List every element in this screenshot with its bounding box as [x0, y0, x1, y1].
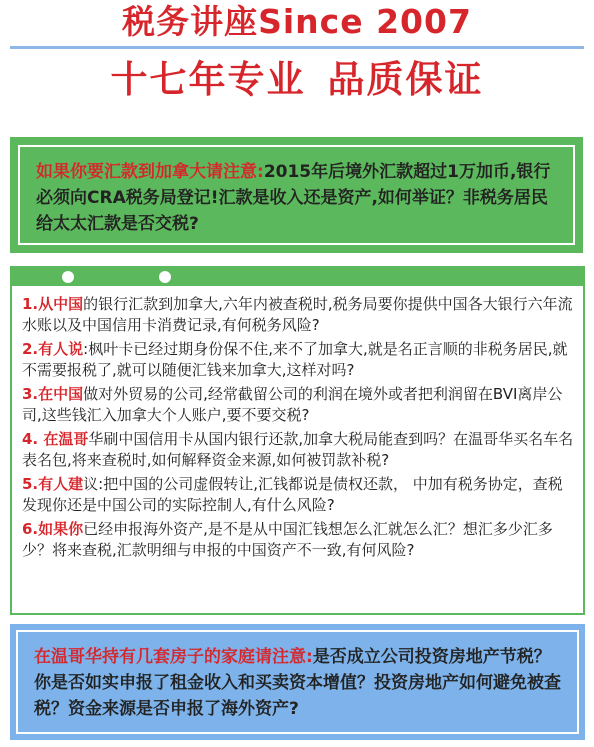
question-lead: 1.从中国: [22, 295, 84, 313]
transfer-notice-lead: 如果你要汇款到加拿大请注意:: [36, 162, 264, 182]
transfer-notice-text: [18, 145, 575, 245]
questions-box: [10, 266, 585, 615]
question-item-5: [22, 474, 575, 516]
question-body: 的银行汇款到加拿大,六年内被查税时,税务局要你提供中国各大银行六年流水账以及中国信用卡消费记录,有何税务风险?: [22, 295, 573, 334]
property-notice-body: 是否成立公司投资房地产节税？你是否如实申报了租金收入和买卖资本增值？投资房地产如何避免被查税？资金来源是否申报了海外资产?: [34, 647, 561, 719]
property-notice-lead: 在温哥华持有几套房子的家庭请注意:: [34, 647, 313, 667]
slogan-right: 品质保证: [327, 58, 484, 101]
question-lead: 3.在中国: [22, 385, 84, 403]
title-divider: [10, 46, 584, 49]
questions-header-bar: [12, 268, 583, 286]
question-body: 已经申报海外资产,是不是从中国汇钱想怎么汇就怎么汇？想汇多少汇多少？将来查税,汇款明细与申报的中国资产不一致,有何风险?: [22, 520, 553, 559]
question-lead: 6.如果你: [22, 520, 84, 538]
question-body: :枫叶卡已经过期身份保不住,来不了加拿大,就是名正言顺的非税务居民,就不需要报税了,就可以随便汇钱来加拿大,这样对吗?: [22, 340, 568, 379]
question-item-1: [22, 294, 575, 336]
question-item-3: [22, 384, 575, 426]
bullet-dot-icon: [159, 271, 171, 283]
question-item-6: [22, 519, 575, 561]
property-notice-text: [16, 630, 579, 734]
question-lead: 2.有人说: [22, 340, 84, 358]
slogan-left: 十七年专业: [110, 58, 306, 101]
question-item-4: [22, 429, 575, 471]
transfer-notice-body: 2015年后境外汇款超过1万加币,银行必须向CRA税务局登记!汇款是收入还是资产,如何举证？非税务居民给太太汇款是否交税?: [36, 162, 551, 234]
question-lead: 5.有人建: [22, 475, 84, 493]
page-title: 税务讲座Since 2007: [122, 2, 472, 41]
question-lead: 4. 在温哥: [22, 430, 89, 448]
question-body: 做对外贸易的公司,经常截留公司的利润在境外或者把利润留在BVI离岸公司,这些钱汇入加拿大个人账户,要不要交税?: [22, 385, 563, 424]
property-notice-box: [10, 624, 585, 740]
questions-list: [12, 286, 583, 561]
question-body: 华刷中国信用卡从国内银行还款,加拿大税局能查到吗？在温哥华买名车名表名包,将来查税时,如何解释资金来源,如何被罚款补税?: [22, 430, 574, 469]
bullet-dot-icon: [62, 271, 74, 283]
question-item-2: [22, 339, 575, 381]
slogan: [0, 56, 594, 104]
question-body: 议:把中国的公司虚假转让,汇钱都说是债权还款， 中加有税务协定，查税发现你还是中国公司的实际控制人,有什么风险?: [22, 475, 563, 514]
transfer-notice-box: [10, 137, 583, 253]
